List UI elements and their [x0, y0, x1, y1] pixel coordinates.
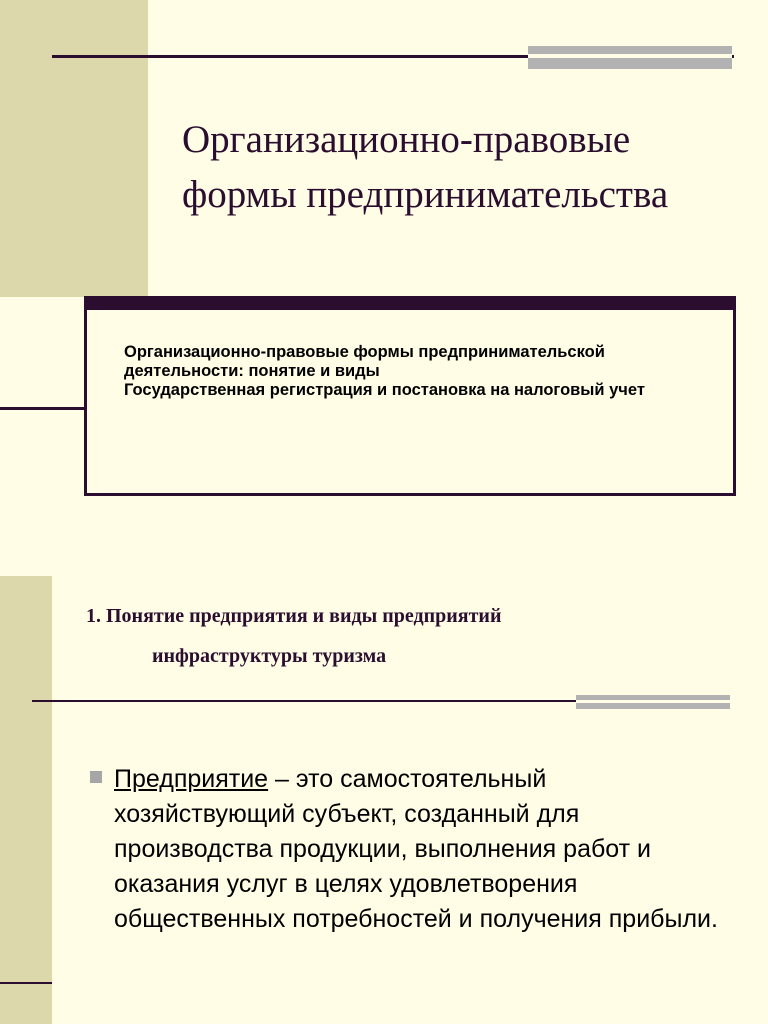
heading-line-2: инфраструктуры туризма — [152, 645, 387, 667]
definition-term: Предприятие — [114, 765, 269, 793]
heading-line-1: 1. Понятие предприятия и виды предприятий — [86, 605, 502, 627]
slide-definition — [0, 576, 768, 1024]
sidebar-band — [0, 576, 52, 1024]
content-box-header — [84, 296, 736, 310]
left-rule — [0, 407, 84, 410]
definition-text: – это самостоятельный хозяйствующий субъект, созданный для производства продукции, выполнения работ и оказания услуг в целях удовлетворения общественных потребностей и получения прибыли. — [114, 765, 718, 933]
definition-paragraph — [114, 762, 724, 937]
section-heading — [86, 596, 706, 676]
accent-bar — [528, 46, 732, 69]
content-box — [84, 310, 736, 496]
square-bullet-icon — [90, 771, 102, 783]
topic-item: Государственная регистрация и постановка на налоговый учет — [124, 381, 645, 399]
sidebar-band — [0, 0, 148, 297]
accent-bar — [576, 695, 730, 709]
slide-title-text: Организационно-правовые формы предпринимательства — [182, 118, 669, 216]
topic-item: Организационно-правовые формы предпринимательской деятельности: понятие и виды — [124, 343, 605, 380]
bottom-rule — [0, 982, 52, 984]
topic-list — [124, 343, 684, 400]
